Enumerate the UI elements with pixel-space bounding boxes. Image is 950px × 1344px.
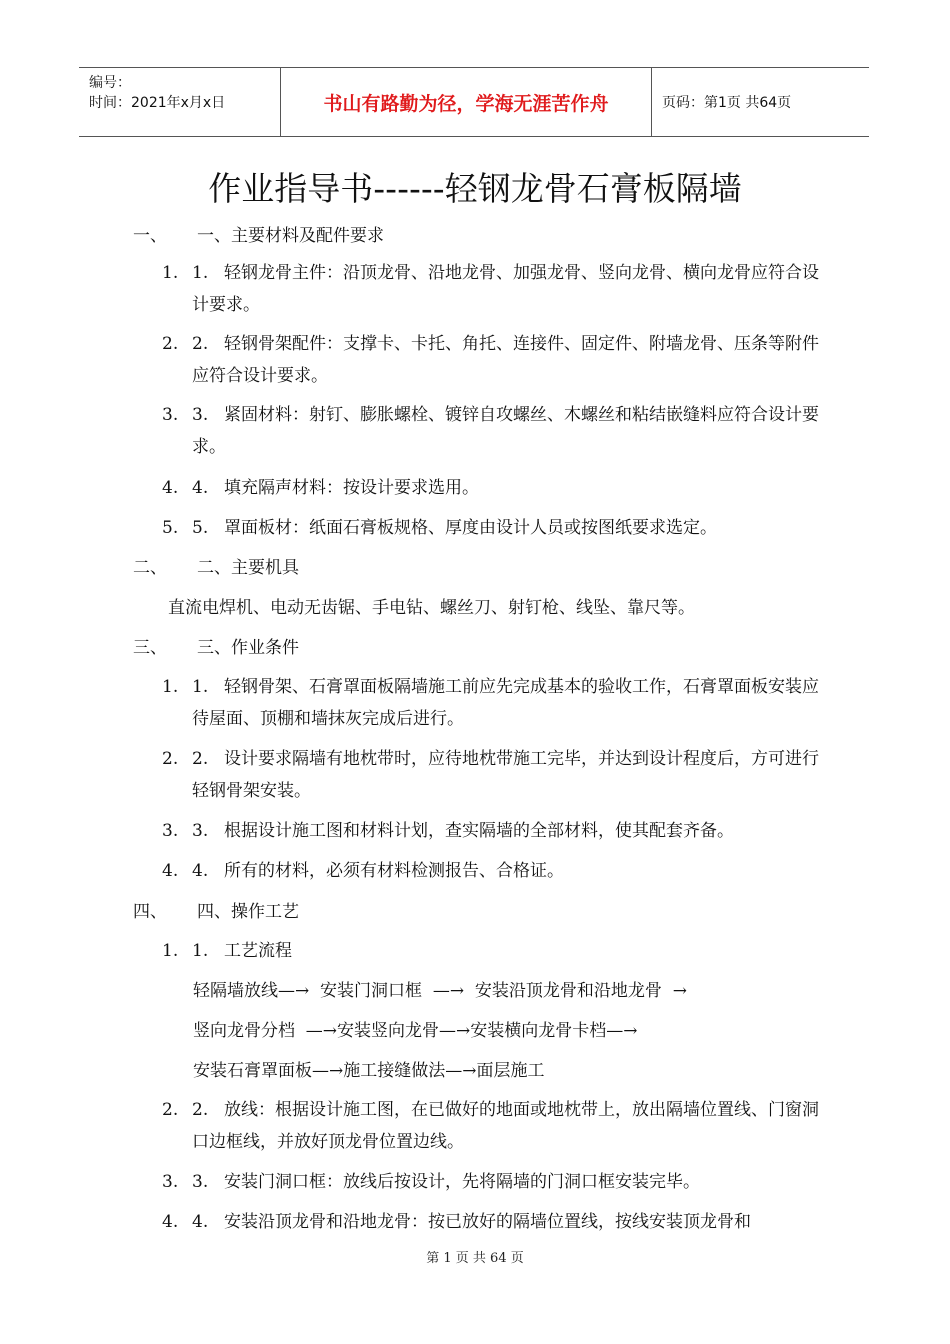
list-item [162,399,832,463]
section-heading [133,558,299,578]
item-number: 2. [162,749,179,769]
list-item [162,855,832,887]
item-text: 轻钢龙骨主件：沿顶龙骨、沿地龙骨、加强龙骨、竖向龙骨、横向龙骨应符合设计要求。 [192,263,819,315]
item-subnumber: 5. [192,518,209,538]
item-subnumber: 1. [192,263,209,283]
header-motto: 书山有路勤为径，学海无涯苦作舟 [281,68,652,136]
item-text: 设计要求隔墙有地枕带时，应待地枕带施工完毕，并达到设计程度后，方可进行轻钢骨架安装。 [192,749,819,801]
flow-line: 竖向龙骨分档 —→安装竖向龙骨—→安装横向龙骨卡档—→ [193,1021,638,1041]
section-label: 二、主要机具 [197,558,299,578]
item-number: 4. [162,1212,179,1232]
section-label: 三、作业条件 [197,638,299,658]
item-number: 1. [162,263,179,283]
flow-line: 安装石膏罩面板—→施工接缝做法—→面层施工 [193,1061,545,1081]
list-item [162,935,832,967]
item-number: 1. [162,941,179,961]
list-item [162,1094,832,1158]
item-subnumber: 2. [192,749,209,769]
section-heading [133,226,384,246]
item-number: 3. [162,821,179,841]
item-subnumber: 2. [192,1100,209,1120]
list-item [162,1206,832,1238]
paragraph: 直流电焊机、电动无齿锯、手电钻、螺丝刀、射钉枪、线坠、靠尺等。 [168,598,695,618]
item-subnumber: 3. [192,821,209,841]
list-item [162,815,832,847]
document-title: 作业指导书------轻钢龙骨石膏板隔墙 [208,169,742,208]
page-header [79,67,869,137]
item-subnumber: 2. [192,334,209,354]
date-label: 时间：2021年x月x日 [89,95,226,111]
list-item [162,328,832,392]
item-number: 2. [162,334,179,354]
item-text: 轻钢骨架、石膏罩面板隔墙施工前应先完成基本的验收工作，石膏罩面板安装应待屋面、顶棚和墙抹灰完成后进行。 [192,677,819,729]
section-number: 三、 [133,638,167,658]
item-text: 根据设计施工图和材料计划，查实隔墙的全部材料，使其配套齐备。 [224,821,734,841]
item-text: 紧固材料：射钉、膨胀螺栓、镀锌自攻螺丝、木螺丝和粘结嵌缝料应符合设计要求。 [192,405,819,457]
item-text: 工艺流程 [224,941,292,961]
item-subnumber: 4. [192,861,209,881]
section-label: 一、主要材料及配件要求 [197,226,384,246]
section-heading [133,638,299,658]
header-page-info: 页码：第1页 共64页 [662,95,792,111]
item-subnumber: 4. [192,478,209,498]
item-text: 安装门洞口框：放线后按设计，先将隔墙的门洞口框安装完毕。 [224,1172,700,1192]
item-text: 轻钢骨架配件：支撑卡、卡托、角托、连接件、固定件、附墙龙骨、压条等附件应符合设计要求。 [192,334,819,386]
item-subnumber: 1. [192,941,209,961]
list-item [162,512,832,544]
section-number: 四、 [133,902,167,922]
item-text: 放线：根据设计施工图，在已做好的地面或地枕带上，放出隔墙位置线、门窗洞口边框线，并放好顶龙骨位置边线。 [192,1100,819,1152]
section-heading [133,902,299,922]
header-meta-cell [79,68,281,136]
item-number: 3. [162,405,179,425]
item-number: 1. [162,677,179,697]
item-number: 4. [162,478,179,498]
item-number: 2. [162,1100,179,1120]
item-subnumber: 3. [192,405,209,425]
section-number: 二、 [133,558,167,578]
number-label: 编号： [89,75,131,91]
item-text: 安装沿顶龙骨和沿地龙骨：按已放好的隔墙位置线，按线安装顶龙骨和 [224,1212,751,1232]
list-item [162,472,832,504]
section-label: 四、操作工艺 [197,902,299,922]
list-item [162,743,832,807]
page-footer: 第 1 页 共 64 页 [426,1251,524,1266]
item-subnumber: 1. [192,677,209,697]
item-number: 5. [162,518,179,538]
item-subnumber: 4. [192,1212,209,1232]
item-text: 所有的材料，必须有材料检测报告、合格证。 [224,861,564,881]
flow-line: 轻隔墙放线—→ 安装门洞口框 —→ 安装沿顶龙骨和沿地龙骨 → [193,981,687,1001]
item-subnumber: 3. [192,1172,209,1192]
list-item [162,1166,832,1198]
item-number: 4. [162,861,179,881]
list-item [162,671,832,735]
item-text: 填充隔声材料：按设计要求选用。 [224,478,479,498]
section-number: 一、 [133,226,167,246]
item-number: 3. [162,1172,179,1192]
list-item [162,257,832,321]
item-text: 罩面板材：纸面石膏板规格、厚度由设计人员或按图纸要求选定。 [224,518,717,538]
